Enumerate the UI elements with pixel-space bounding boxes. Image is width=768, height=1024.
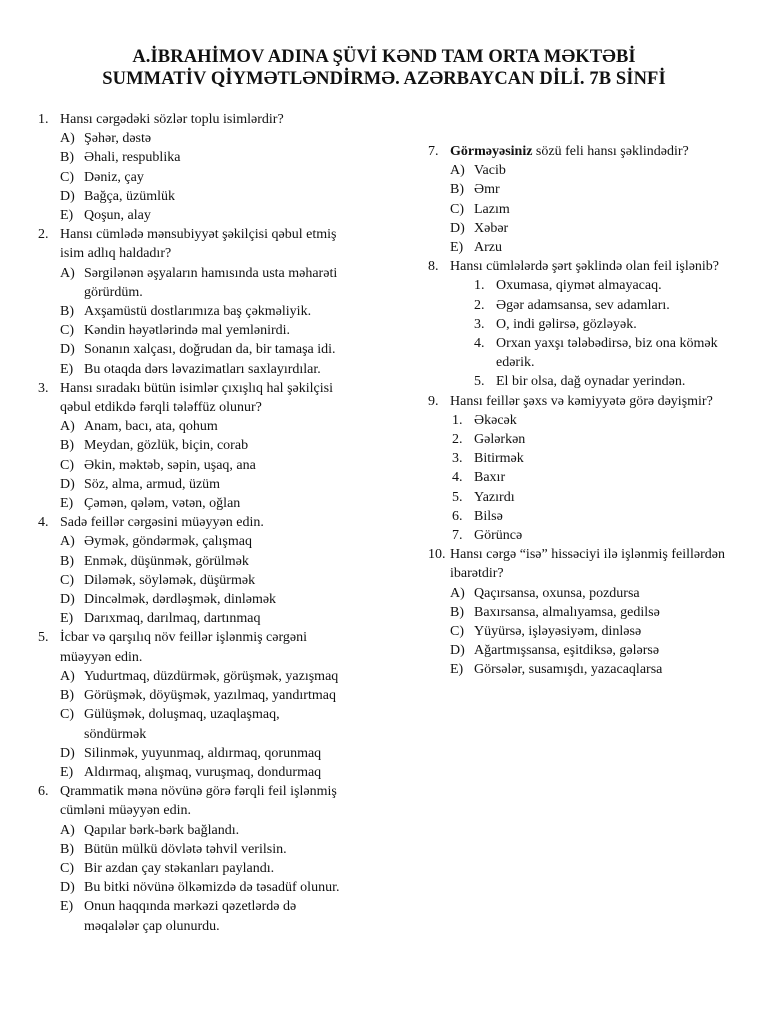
option-b: B) Axşamüstü dostlarımıza baş çəkməliyik.	[60, 304, 312, 320]
question-number: 8.	[428, 259, 439, 275]
question-text: Qrammatik məna növünə görə fərqli feil işlənmiş	[60, 784, 337, 800]
question-text: Hansı cərgə “isə” hissəciyi ilə işlənmiş feillərdən	[450, 547, 725, 563]
right-column	[428, 142, 748, 680]
option-e: E) Arzu	[450, 240, 502, 256]
sentence-4-continued: edərik.	[496, 355, 535, 371]
option-d: D) Xəbər	[450, 220, 509, 236]
option-c: C) Bir azdan çay stəkanları paylandı.	[60, 860, 275, 876]
question-number: 4.	[38, 515, 49, 531]
question-number: 3.	[38, 380, 49, 396]
option-a: A) Qapılar bərk-bərk bağlandı.	[60, 822, 240, 838]
option-e: E) Çəmən, qələm, vətən, oğlan	[60, 496, 241, 512]
option-e-continued: məqalələr çap olunurdu.	[84, 918, 220, 934]
question-text-continued: ibarətdir?	[450, 566, 504, 582]
question-text: Hansı cümlədə mənsubiyyət şəkilçisi qəbul etmiş	[60, 227, 337, 243]
option-a: A) Əymək, göndərmək, çalışmaq	[60, 534, 252, 550]
option-a: A) Anam, bacı, ata, qohum	[60, 419, 218, 435]
question-number: 5.	[38, 630, 49, 646]
question-7	[428, 142, 748, 257]
option-b: B) Əhali, respublika	[60, 150, 181, 166]
option-c: C) Əkin, məktəb, səpin, uşaq, ana	[60, 457, 256, 473]
sentence-2: 2. Əgər adamsansa, sev adamları.	[474, 297, 670, 313]
exam-title: SUMMATİV QİYMƏTLƏNDİRMƏ. AZƏRBAYCAN DİLİ. 7B SİNFİ	[102, 69, 666, 89]
question-text: İcbar və qarşılıq növ feillər işlənmiş cərgəni	[60, 630, 307, 646]
option-b: B) Bütün mülkü dövlətə təhvil verilsin.	[60, 841, 287, 857]
question-8	[428, 257, 748, 391]
option-b: B) Əmr	[450, 182, 500, 198]
option-c: C) Kəndin həyətlərində mal yemlənirdi.	[60, 323, 291, 339]
option-d: D) Söz, alma, armud, üzüm	[60, 476, 221, 492]
verb-6: 6. Bilsə	[452, 508, 503, 524]
question-number: 9.	[428, 393, 439, 409]
option-c: C) Dəniz, çay	[60, 169, 144, 185]
verb-5: 5. Yazırdı	[452, 489, 515, 505]
option-e: E) Darıxmaq, darılmaq, dartınmaq	[60, 611, 261, 627]
option-a-continued: görürdüm.	[84, 284, 143, 300]
verb-1: 1. Əkəcək	[452, 412, 517, 428]
option-a: A) Yudurtmaq, düzdürmək, görüşmək, yazışmaq	[60, 668, 339, 684]
question-6	[38, 782, 378, 936]
option-e: E) Aldırmaq, alışmaq, vuruşmaq, dondurmaq	[60, 764, 322, 780]
question-9	[428, 392, 748, 546]
option-a: A) Şəhər, dəstə	[60, 131, 152, 147]
question-3	[38, 379, 378, 513]
sentence-3: 3. O, indi gəlirsə, gözləyək.	[474, 316, 637, 332]
question-text-continued: cümləni müəyyən edin.	[60, 803, 192, 819]
option-c: C) Lazım	[450, 201, 510, 217]
option-a: A) Vacib	[450, 163, 506, 179]
question-text-continued: müəyyən edin.	[60, 649, 143, 665]
option-e: E) Bu otaqda dərs ləvazimatları saxlayırdılar.	[60, 361, 321, 377]
verb-7: 7. Görüncə	[452, 528, 523, 544]
question-number: 6.	[38, 784, 49, 800]
question-10	[428, 545, 748, 679]
option-b: B) Meydan, gözlük, biçin, corab	[60, 438, 249, 454]
option-d: D) Ağartmışsansa, eşitdiksə, gələrsə	[450, 643, 660, 659]
left-column	[38, 110, 378, 936]
option-e: E) Onun haqqında mərkəzi qəzetlərdə də	[60, 899, 297, 915]
option-a: A) Sərgilənən əşyaların hamısında usta məharəti	[60, 265, 338, 281]
question-2	[38, 225, 378, 379]
sentence-1: 1. Oxumasa, qiymət almayacaq.	[474, 278, 662, 294]
option-b: B) Enmək, düşünmək, görülmək	[60, 553, 249, 569]
question-number: 7.	[428, 144, 439, 159]
option-d: D) Bağça, üzümlük	[60, 188, 175, 204]
question-number: 10.	[428, 547, 446, 563]
question-number: 2.	[38, 227, 49, 243]
option-d: D) Sonanın xalçası, doğrudan da, bir tamaşa idi.	[60, 342, 336, 358]
option-c: C) Diləmək, söyləmək, düşürmək	[60, 572, 256, 588]
option-c: C) Gülüşmək, doluşmaq, uzaqlaşmaq,	[60, 707, 280, 723]
verb-4: 4. Baxır	[452, 470, 506, 486]
verb-3: 3. Bitirmək	[452, 451, 524, 467]
question-5	[38, 628, 378, 782]
option-b: B) Baxırsansa, almalıyamsa, gedilsə	[450, 604, 660, 620]
question-text: Hansı feillər şəxs və kəmiyyətə görə dəyişmir?	[450, 393, 713, 409]
question-text-continued: isim adlıq haldadır?	[60, 246, 172, 262]
document-header	[0, 46, 768, 90]
question-number: 1.	[38, 112, 49, 127]
question-text-continued: qəbul etdikdə fərqli tələffüz olunur?	[60, 400, 262, 416]
option-e: E) Görsələr, susamışdı, yazacaqlarsa	[450, 662, 663, 678]
question-text: Hansı cərgədəki sözlər toplu isimlərdir?	[60, 112, 284, 127]
option-c-continued: söndürmək	[84, 726, 147, 742]
sentence-5: 5. El bir olsa, dağ oynadar yerindən.	[474, 374, 686, 390]
option-d: D) Dincəlmək, dərdləşmək, dinləmək	[60, 592, 277, 608]
option-e: E) Qoşun, alay	[60, 208, 151, 224]
school-title: A.İBRAHİMOV ADINA ŞÜVİ KƏND TAM ORTA MƏKTƏBİ	[132, 47, 636, 67]
question-text: Hansı sıradakı bütün isimlər çıxışlıq hal şəkilçisi	[60, 380, 333, 396]
option-c: C) Yüyürsə, işləyəsiyəm, dinləsə	[450, 624, 642, 640]
question-text: Sadə feillər cərgəsini müəyyən edin.	[60, 515, 264, 531]
option-b: B) Görüşmək, döyüşmək, yazılmaq, yandırtmaq	[60, 688, 336, 704]
question-keyword: Görməyəsiniz	[450, 144, 533, 159]
option-a: A) Qaçırsansa, oxunsa, pozdursa	[450, 585, 640, 601]
option-d: D) Silinmək, yuyunmaq, aldırmaq, qorunmaq	[60, 745, 322, 761]
question-text: sözü feli hansı şəklindədir?	[532, 144, 689, 159]
verb-2: 2. Gələrkən	[452, 432, 526, 448]
option-d: D) Bu bitki növünə ölkəmizdə də təsadüf olunur.	[60, 880, 340, 896]
question-1	[38, 110, 378, 225]
question-4	[38, 513, 378, 628]
question-text: Hansı cümlələrdə şərt şəklində olan feil işlənib?	[450, 259, 720, 275]
sentence-4: 4. Orxan yaxşı tələbədirsə, biz ona kömək	[474, 336, 718, 352]
